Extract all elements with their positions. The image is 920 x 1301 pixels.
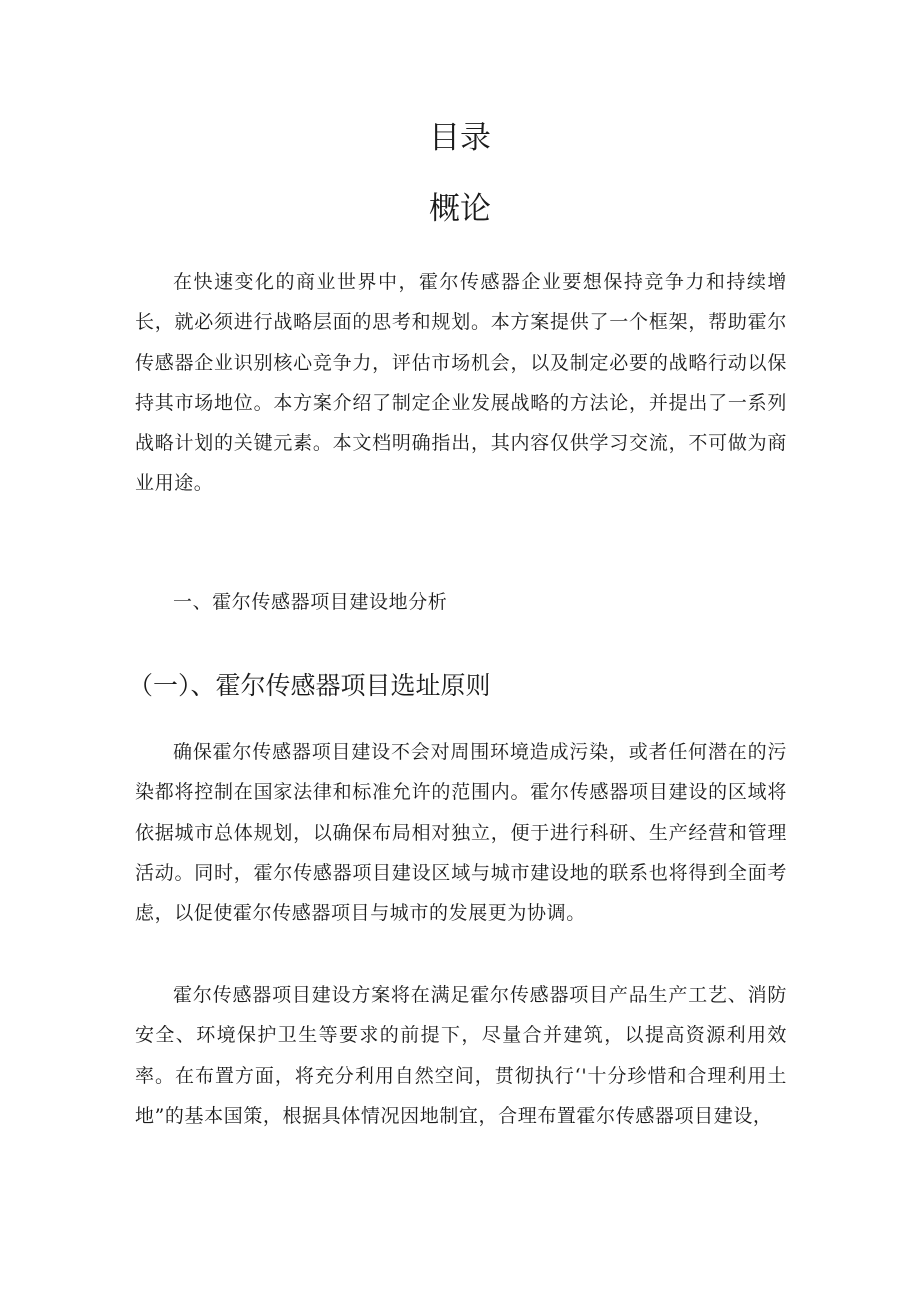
site-principle-paragraph: 确保霍尔传感器项目建设不会对周围环境造成污染，或者任何潜在的污染都将控制在国家法律和标准允许的范围内。霍尔传感器项目建设的区域将依据城市总体规划，以确保布局相对独立，便于进行科研、生产经营和管理活动。同时，霍尔传感器项目建设区域与城市建设地的联系也将得到全面考虑，以促使霍尔传感器项目与城市的发展更为协调。 (135, 741, 787, 925)
section-heading: 一、霍尔传感器项目建设地分析 (173, 591, 448, 613)
toc-title: 目录 (429, 120, 491, 156)
intro-paragraph: 在快速变化的商业世界中，霍尔传感器企业要想保持竞争力和持续增长，就必须进行战略层面的思考和规划。本方案提供了一个框架，帮助霍尔传感器企业识别核心竞争力，评估市场机会，以及制定必要的战略行动以保持其市场地位。本方案介绍了制定企业发展战略的方法论，并提出了一系列战略计划的关键元素。本文档明确指出，其内容仅供学习交流，不可做为商业用途。 (135, 271, 787, 495)
overview-title: 概论 (429, 191, 491, 227)
subsection-heading: （一）、霍尔传感器项目选址原则 (128, 671, 491, 700)
construction-plan-paragraph: 霍尔传感器项目建设方案将在满足霍尔传感器项目产品生产工艺、消防安全、环境保护卫生等要求的前提下，尽量合并建筑，以提高资源利用效率。在布置方面，将充分利用自然空间，贯彻执行‘'十分珍惜和合理利用土地”的基本国策，根据具体情况因地制宜，合理布置霍尔传感器项目建设， (135, 984, 787, 1127)
